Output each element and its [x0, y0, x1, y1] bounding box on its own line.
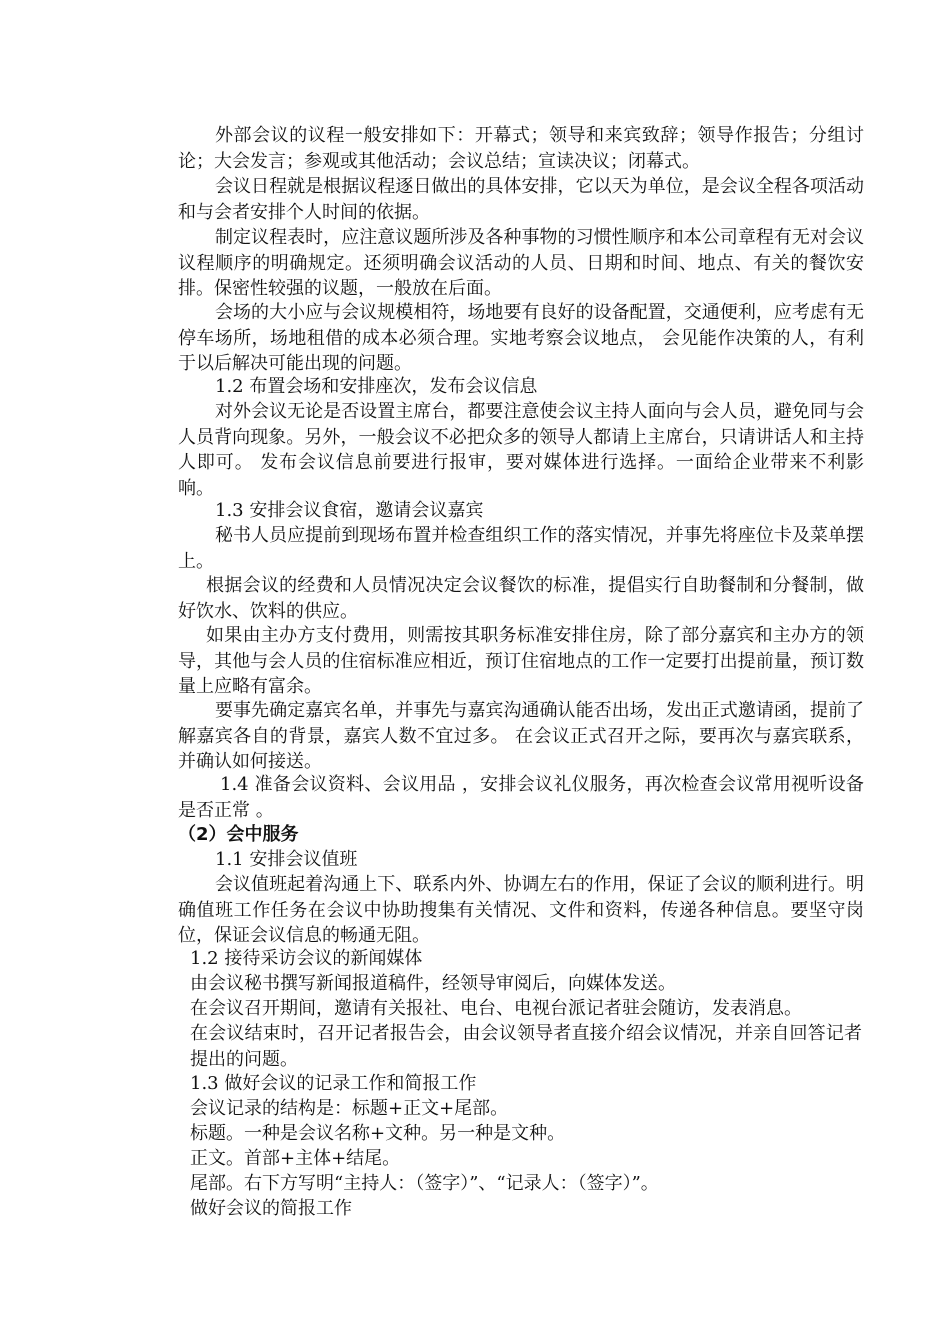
paragraph-external-agenda: 外部会议的议程一般安排如下：开幕式；领导和来宾致辞；领导作报告；分组讨论；大会发言；参观或其他活动；会议总结；宣读决议；闭幕式。	[178, 125, 864, 172]
heading-1-3-records: 1.3 做好会议的记录工作和简报工作	[190, 1073, 477, 1094]
heading-1-4-materials: 1.4 准备会议资料、会议用品 ，安排会议礼仪服务，再次检查会议常用视听设备是否正常 。	[178, 774, 864, 821]
paragraph-press-release: 由会议秘书撰写新闻报道稿件，经领导审阅后，向媒体发送。	[190, 973, 676, 994]
paragraph-schedule: 会议日程就是根据议程逐日做出的具体安排，它以天为单位，是会议全程各项活动和与会者安排个人时间的依据。	[178, 176, 864, 223]
heading-1-2-media: 1.2 接待采访会议的新闻媒体	[190, 948, 423, 969]
paragraph-agenda-table: 制定议程表时，应注意议题所涉及各种事物的习惯性顺序和本公司章程有无对会议议程顺序的明确规定。还须明确会议活动的人员、日期和时间、地点、有关的餐饮安排。保密性较强的议题，一般放在后面。	[178, 227, 864, 299]
paragraph-briefing: 做好会议的简报工作	[190, 1198, 352, 1219]
heading-1-1-duty: 1.1 安排会议值班	[215, 849, 358, 870]
heading-1-2-venue-seating: 1.2 布置会场和安排座次，发布会议信息	[215, 376, 538, 397]
paragraph-invite-reporters: 在会议召开期间，邀请有关报社、电台、电视台派记者驻会随访，发表消息。	[190, 998, 802, 1019]
paragraph-venue: 会场的大小应与会议规模相符，场地要有良好的设备配置，交通便利，应考虑有无停车场所，场地租借的成本必须合理。实地考察会议地点， 会见能作决策的人，有利于以后解决可能出现的问题。	[178, 302, 864, 374]
paragraph-accommodation: 如果由主办方支付费用，则需按其职务标准安排住房，除了部分嘉宾和主办方的领导，其他与会人员的住宿标准应相近，预订住宿地点的工作一定要打出提前量，预订数量上应略有富余。	[178, 625, 864, 697]
section-heading-in-meeting-service: （2）会中服务	[178, 824, 299, 845]
paragraph-catering: 根据会议的经费和人员情况决定会议餐饮的标准，提倡实行自助餐制和分餐制，做好饮水、饮料的供应。	[178, 575, 864, 622]
paragraph-guest-list: 要事先确定嘉宾名单，并事先与嘉宾沟通确认能否出场，发出正式邀请函，提前了解嘉宾各自的背景，嘉宾人数不宜过多。 在会议正式召开之际，要再次与嘉宾联系，并确认如何接送。	[178, 700, 864, 772]
paragraph-record-footer: 尾部。右下方写明“主持人：（签字）”、“记录人：（签字）”。	[190, 1173, 659, 1194]
paragraph-record-structure: 会议记录的结构是：标题+正文+尾部。	[190, 1098, 509, 1119]
paragraph-record-body: 正文。首部+主体+结尾。	[190, 1148, 401, 1169]
paragraph-duty: 会议值班起着沟通上下、联系内外、协调左右的作用，保证了会议的顺利进行。明确值班工作任务在会议中协助搜集有关情况、文件和资料，传递各种信息。要坚守岗位，保证会议信息的畅通无阻。	[178, 874, 864, 946]
paragraph-record-title: 标题。一种是会议名称+文种。另一种是文种。	[190, 1123, 566, 1144]
paragraph-secretary-setup: 秘书人员应提前到现场布置并检查组织工作的落实情况，并事先将座位卡及菜单摆上。	[178, 525, 864, 572]
paragraph-press-conference: 在会议结束时，召开记者报告会，由会议领导者直接介绍会议情况，并亲自回答记者提出的问题。	[190, 1023, 862, 1070]
heading-1-3-meals-guests: 1.3 安排会议食宿，邀请会议嘉宾	[215, 500, 484, 521]
paragraph-rostrum: 对外会议无论是否设置主席台，都要注意使会议主持人面向与会人员，避免同与会人员背向现象。另外，一般会议不必把众多的领导人都请上主席台，只请讲话人和主持人即可。 发布会议信息前要进行报审，要对媒体进行选择。一面给企业带来不利影响。	[178, 401, 864, 499]
